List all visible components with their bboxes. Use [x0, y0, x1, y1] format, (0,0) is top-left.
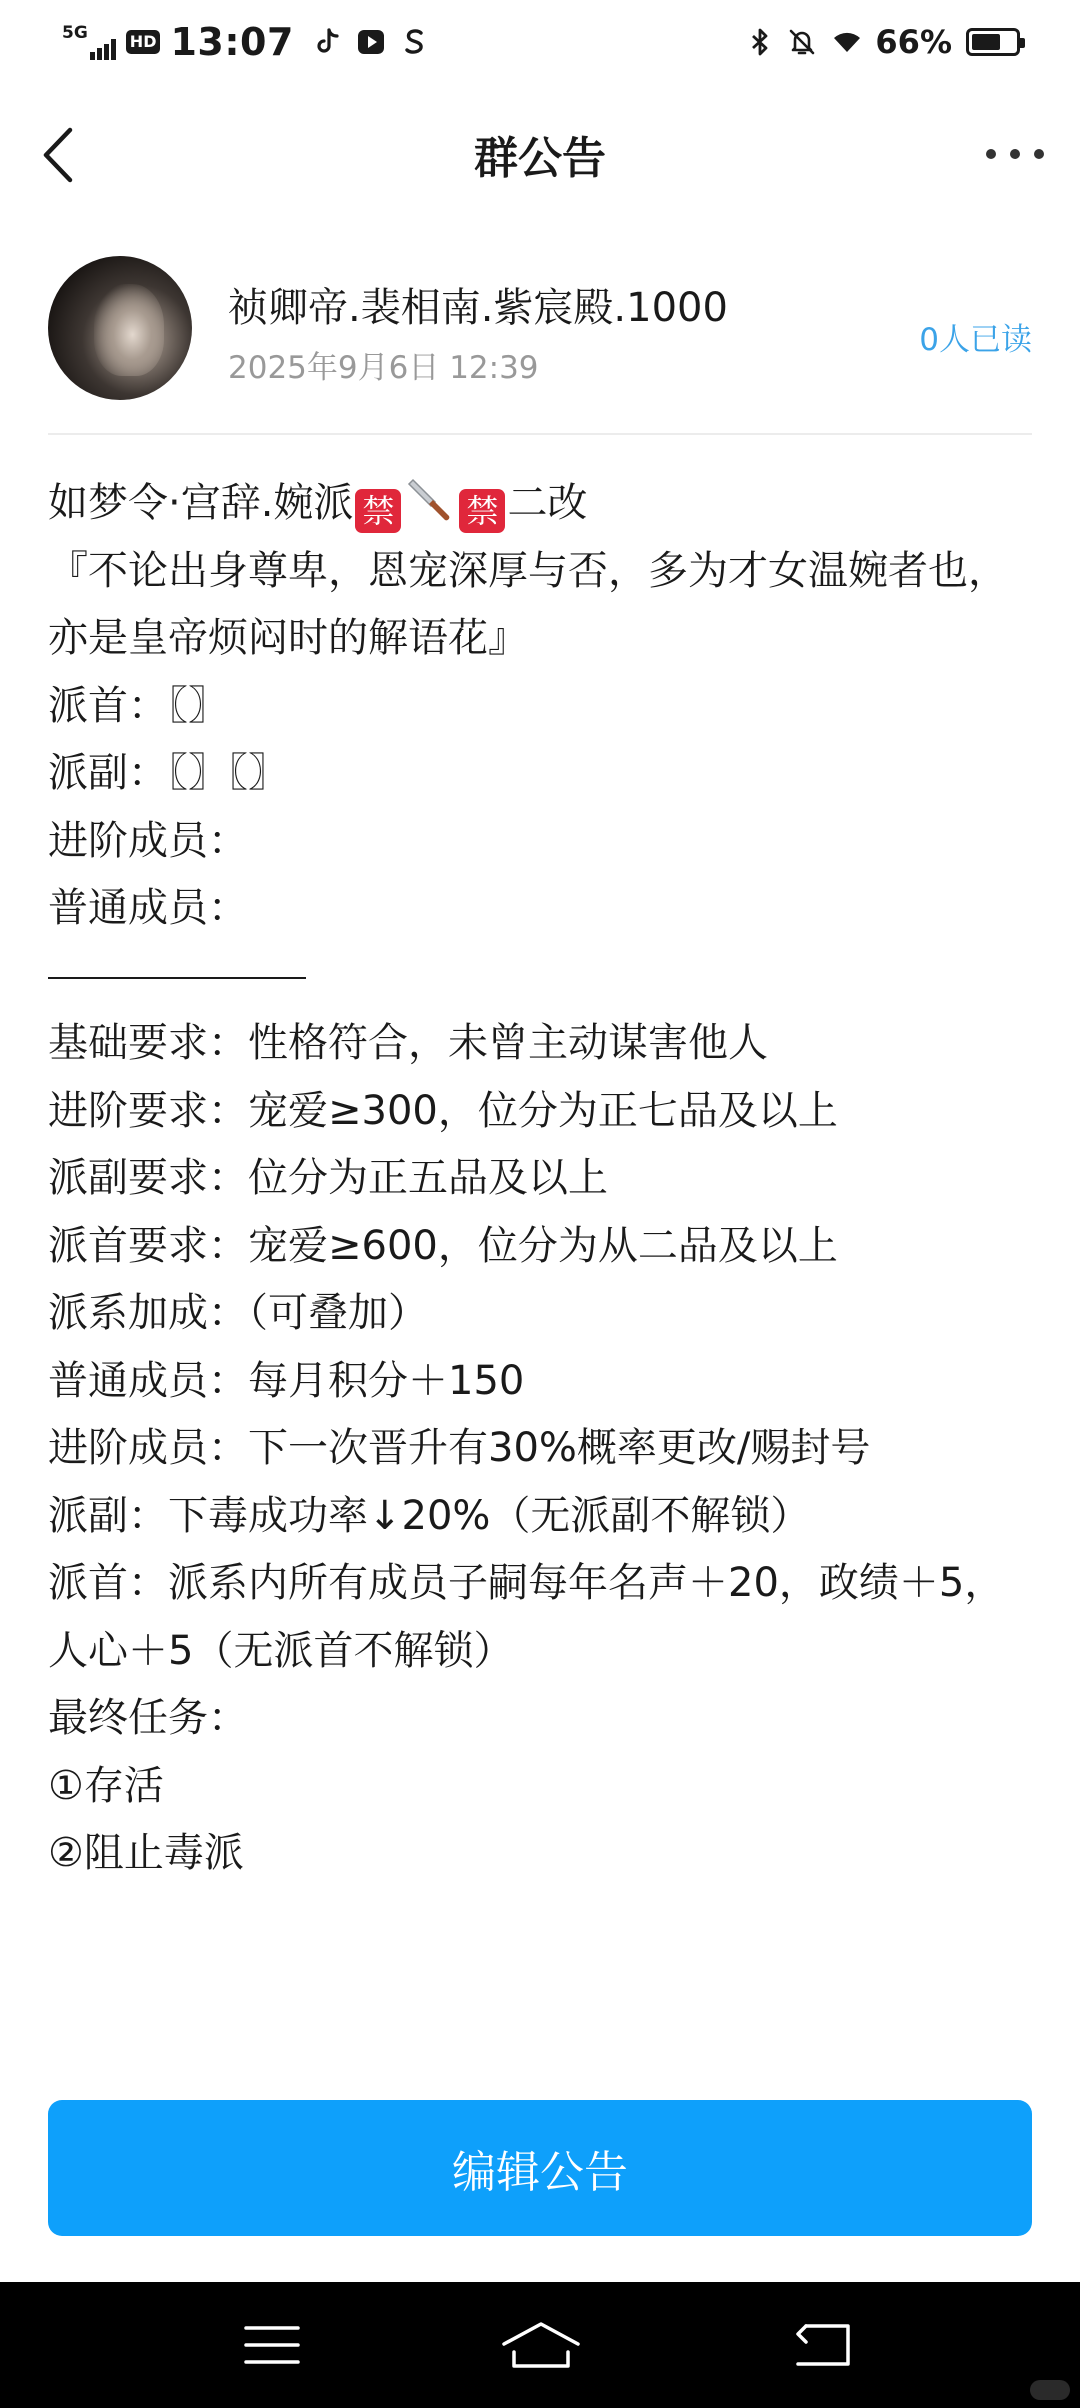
chevron-left-icon[interactable]	[36, 120, 80, 190]
prohibited-icon: 禁	[355, 489, 401, 533]
post-time: 2025年9月6日 12:39	[228, 350, 539, 386]
soul-app-icon	[400, 27, 430, 57]
avatar[interactable]	[48, 256, 192, 400]
home-icon[interactable]	[500, 2320, 582, 2370]
battery-percent: 66%	[875, 23, 952, 61]
announcement-content	[48, 470, 1008, 1888]
announcement-title	[48, 470, 1008, 538]
edit-announcement-button[interactable]	[48, 2100, 1032, 2236]
more-horizontal-icon[interactable]	[986, 144, 1044, 164]
content-line: 派系加成：（可叠加）	[48, 1290, 428, 1336]
status-time: 13:07	[170, 20, 294, 64]
content-line: 进阶要求：宠爱≥300，位分为正七品及以上	[48, 1087, 838, 1134]
battery-fill	[972, 34, 1000, 50]
menu-icon[interactable]	[242, 2320, 302, 2370]
author-name[interactable]: 祯卿帝.裴相南.紫宸殿.1000	[228, 285, 728, 331]
content-line: 派首：〖〗	[48, 682, 228, 729]
content-line: 最终任务：	[48, 1695, 248, 1741]
content-line: 进阶成员：下一次晋升有30%概率更改/赐封号	[48, 1425, 871, 1471]
content-line: ②阻止毒派	[48, 1830, 244, 1876]
battery-icon	[966, 28, 1020, 56]
content-line: 派副：下毒成功率↓20%（无派副不解锁）	[48, 1492, 811, 1539]
mute-icon	[787, 27, 817, 57]
divider	[48, 433, 1032, 435]
motto: 『不论出身尊卑，恩宠深厚与否，多为才女温婉者也，亦是皇帝烦闷时的解语花』	[48, 547, 1008, 661]
content-line: 基础要求：性格符合，未曾主动谋害他人	[48, 1020, 768, 1066]
title-suffix: 二改	[507, 480, 588, 526]
content-line: 普通成员：每月积分＋150	[48, 1357, 525, 1404]
network-type: 5G	[62, 23, 88, 43]
tiktok-icon	[312, 27, 342, 57]
nav-bar	[0, 84, 1080, 224]
signal-icon	[62, 24, 118, 60]
prohibited-icon: 禁	[459, 489, 505, 533]
content-line: 进阶成员：	[48, 817, 248, 864]
title-text: 如梦令·宫辞.婉派	[48, 480, 354, 526]
status-bar	[0, 0, 1080, 84]
content-line: ①存活	[48, 1762, 164, 1809]
announcement-header	[48, 256, 1032, 404]
status-right	[733, 23, 1020, 61]
video-app-icon	[356, 27, 386, 57]
separator-rule	[48, 943, 1008, 1011]
back-icon[interactable]	[792, 2320, 852, 2370]
knife-icon	[405, 474, 455, 524]
status-left	[62, 20, 444, 64]
watermark-badge	[1030, 2380, 1070, 2400]
content-line: 派副要求：位分为正五品及以上	[48, 1155, 608, 1201]
content-line: 派首要求：宠爱≥600，位分为从二品及以上	[48, 1222, 838, 1269]
bluetooth-icon	[745, 27, 775, 57]
edit-announcement-label: 编辑公告	[452, 2147, 628, 2198]
content-line: 派首：派系内所有成员子嗣每年名声＋20，政绩＋5，人心＋5（无派首不解锁）	[48, 1560, 1005, 1674]
content-line: 普通成员：	[48, 885, 248, 931]
page-title: 群公告	[474, 133, 606, 184]
wifi-icon	[829, 27, 865, 57]
system-nav-bar	[0, 2282, 1080, 2408]
read-count[interactable]: 0人已读	[919, 322, 1032, 358]
content-line: 派副：〖〗〖〗	[48, 750, 288, 796]
hd-badge: HD	[126, 30, 161, 54]
